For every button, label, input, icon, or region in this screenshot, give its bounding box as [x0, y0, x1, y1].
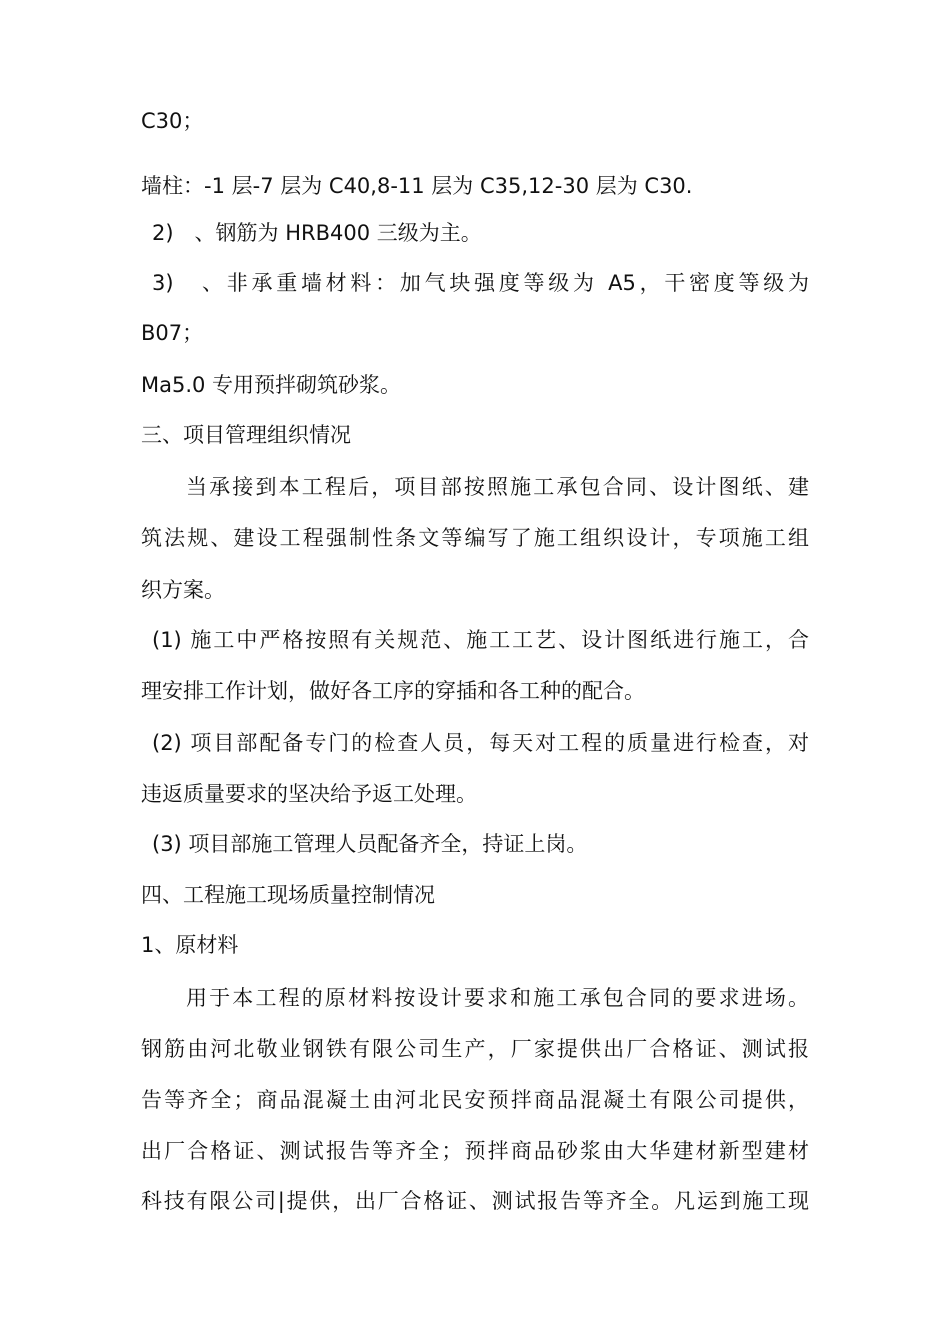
paragraph-line: 告等齐全；商品混凝土由河北民安预拌商品混凝土有限公司提供， [141, 1088, 809, 1112]
text-line: B07； [141, 321, 204, 345]
text-line: C30； [141, 109, 204, 133]
list-item: (3) 项目部施工管理人员配备齐全，持证上岗。 [152, 832, 588, 856]
paragraph-line: 理安排工作计划，做好各工序的穿插和各工种的配合。 [141, 679, 645, 703]
paragraph-line: 织方案。 [141, 578, 225, 602]
section-heading: 四、工程施工现场质量控制情况 [141, 883, 435, 907]
list-item: (2) 项目部配备专门的检查人员，每天对工程的质量进行检查，对 [152, 731, 809, 755]
text-line: 墙柱：-1 层-7 层为 C40,8-11 层为 C35,12-30 层为 C30. [141, 174, 693, 198]
paragraph-line: 当承接到本工程后，项目部按照施工承包合同、设计图纸、建 [186, 475, 809, 499]
paragraph-line: 科技有限公司|提供，出厂合格证、测试报告等齐全。凡运到施工现 [141, 1189, 809, 1213]
list-item: 3) 、非承重墙材料：加气块强度等级为 A5，干密度等级为 [152, 271, 809, 295]
text-line: Ma5.0 专用预拌砌筑砂浆。 [141, 373, 402, 397]
paragraph-line: 钢筋由河北敬业钢铁有限公司生产，厂家提供出厂合格证、测试报 [141, 1037, 809, 1061]
list-item: 2) 、钢筋为 HRB400 三级为主。 [152, 221, 482, 245]
paragraph-line: 用于本工程的原材料按设计要求和施工承包合同的要求进场。 [186, 986, 809, 1010]
paragraph-line: 筑法规、建设工程强制性条文等编写了施工组织设计，专项施工组 [141, 526, 809, 550]
subsection-heading: 1、原材料 [141, 933, 239, 957]
paragraph-line: 违返质量要求的坚决给予返工处理。 [141, 782, 477, 806]
list-item: (1) 施工中严格按照有关规范、施工工艺、设计图纸进行施工，合 [152, 628, 809, 652]
section-heading: 三、项目管理组织情况 [141, 423, 351, 447]
paragraph-line: 出厂合格证、测试报告等齐全；预拌商品砂浆由大华建材新型建材 [141, 1139, 809, 1163]
